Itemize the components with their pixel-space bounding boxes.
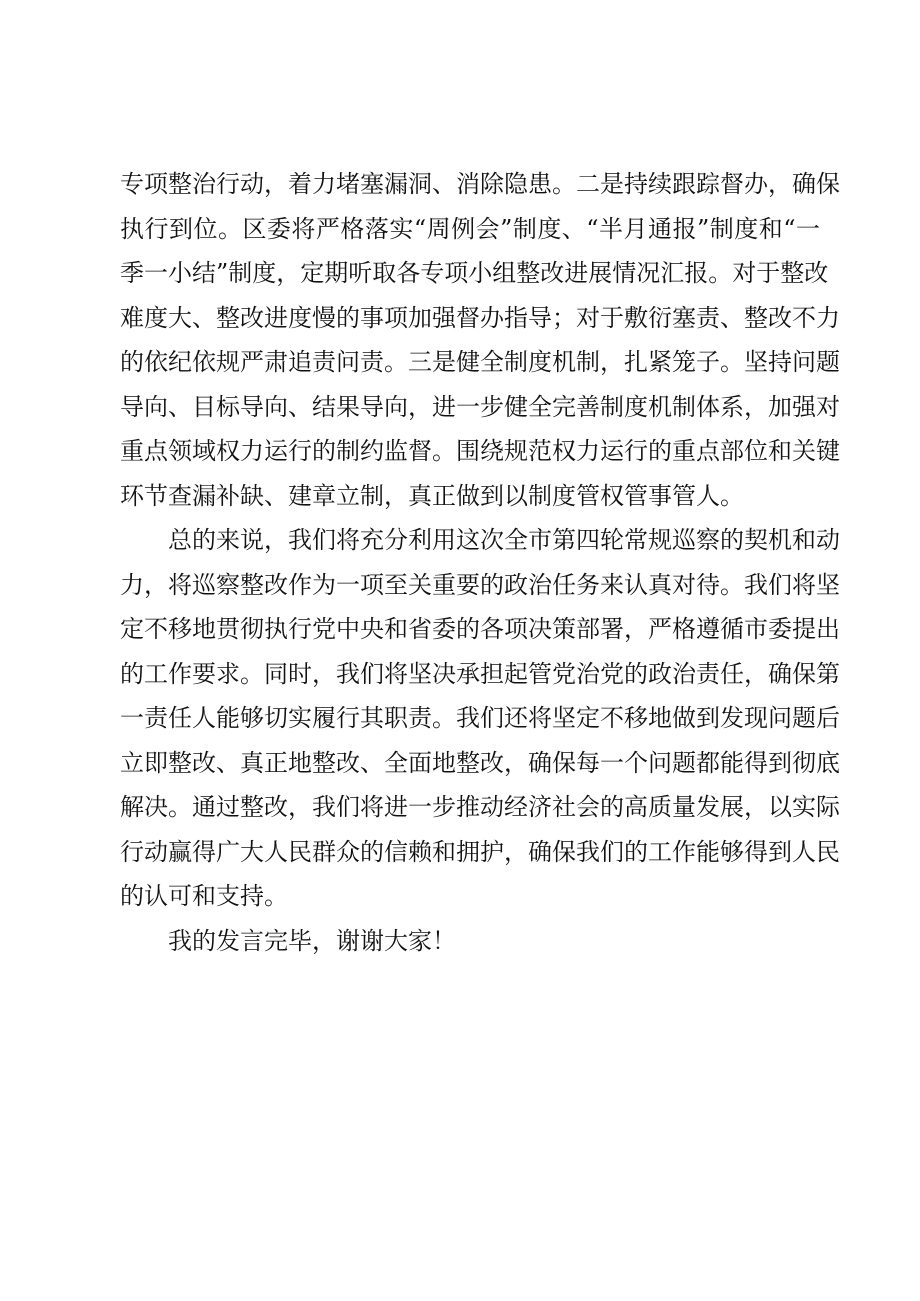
text-line: 重点领域权力运行的制约监督。围绕规范权力运行的重点部位和关键 xyxy=(120,437,840,465)
text-line: 定不移地贯彻执行党中央和省委的各项决策部署，严格遵循市委提出 xyxy=(120,615,840,643)
text-line: 的工作要求。同时，我们将坚决承担起管党治党的政治责任，确保第 xyxy=(120,659,840,688)
paragraph-closing xyxy=(120,919,820,964)
text-line: 解决。通过整改，我们将进一步推动经济社会的高质量发展，以实际 xyxy=(120,793,840,821)
text-line: 执行到位。区委将严格落实“周例会”制度、“半月通报”制度和“一 xyxy=(120,214,820,243)
text-line: 立即整改、真正地整改、全面地整改，确保每一个问题都能得到彻底 xyxy=(120,748,840,777)
text-line: 的依纪依规严肃追责问责。三是健全制度机制，扎紧笼子。坚持问题 xyxy=(120,348,840,376)
text-line: 力，将巡察整改作为一项至关重要的政治任务来认真对待。我们将坚 xyxy=(120,570,840,599)
text-line: 季一小结”制度，定期听取各专项小组整改进展情况汇报。对于整改 xyxy=(120,259,829,287)
text-line: 专项整治行动，着力堵塞漏洞、消除隐患。二是持续跟踪督办，确保 xyxy=(120,170,840,198)
text-line: 一责任人能够切实履行其职责。我们还将坚定不移地做到发现问题后 xyxy=(120,704,840,732)
text-line: 难度大、整改进度慢的事项加强督办指导；对于敷衍塞责、整改不力 xyxy=(120,303,840,332)
paragraph-summary xyxy=(120,518,840,919)
text-line: 总的来说，我们将充分利用这次全市第四轮常规巡察的契机和动 xyxy=(168,526,840,554)
closing-line: 我的发言完毕，谢谢大家！ xyxy=(168,926,456,955)
text-line: 的认可和支持。 xyxy=(120,882,288,910)
paragraph-rectification-measures xyxy=(120,162,840,518)
text-line: 导向、目标导向、结果导向，进一步健全完善制度机制体系，加强对 xyxy=(120,392,840,421)
text-line: 环节查漏补缺、建章立制，真正做到以制度管权管事管人。 xyxy=(120,481,744,510)
text-line: 行动赢得广大人民群众的信赖和拥护，确保我们的工作能够得到人民 xyxy=(120,837,840,866)
document-body xyxy=(120,162,840,963)
